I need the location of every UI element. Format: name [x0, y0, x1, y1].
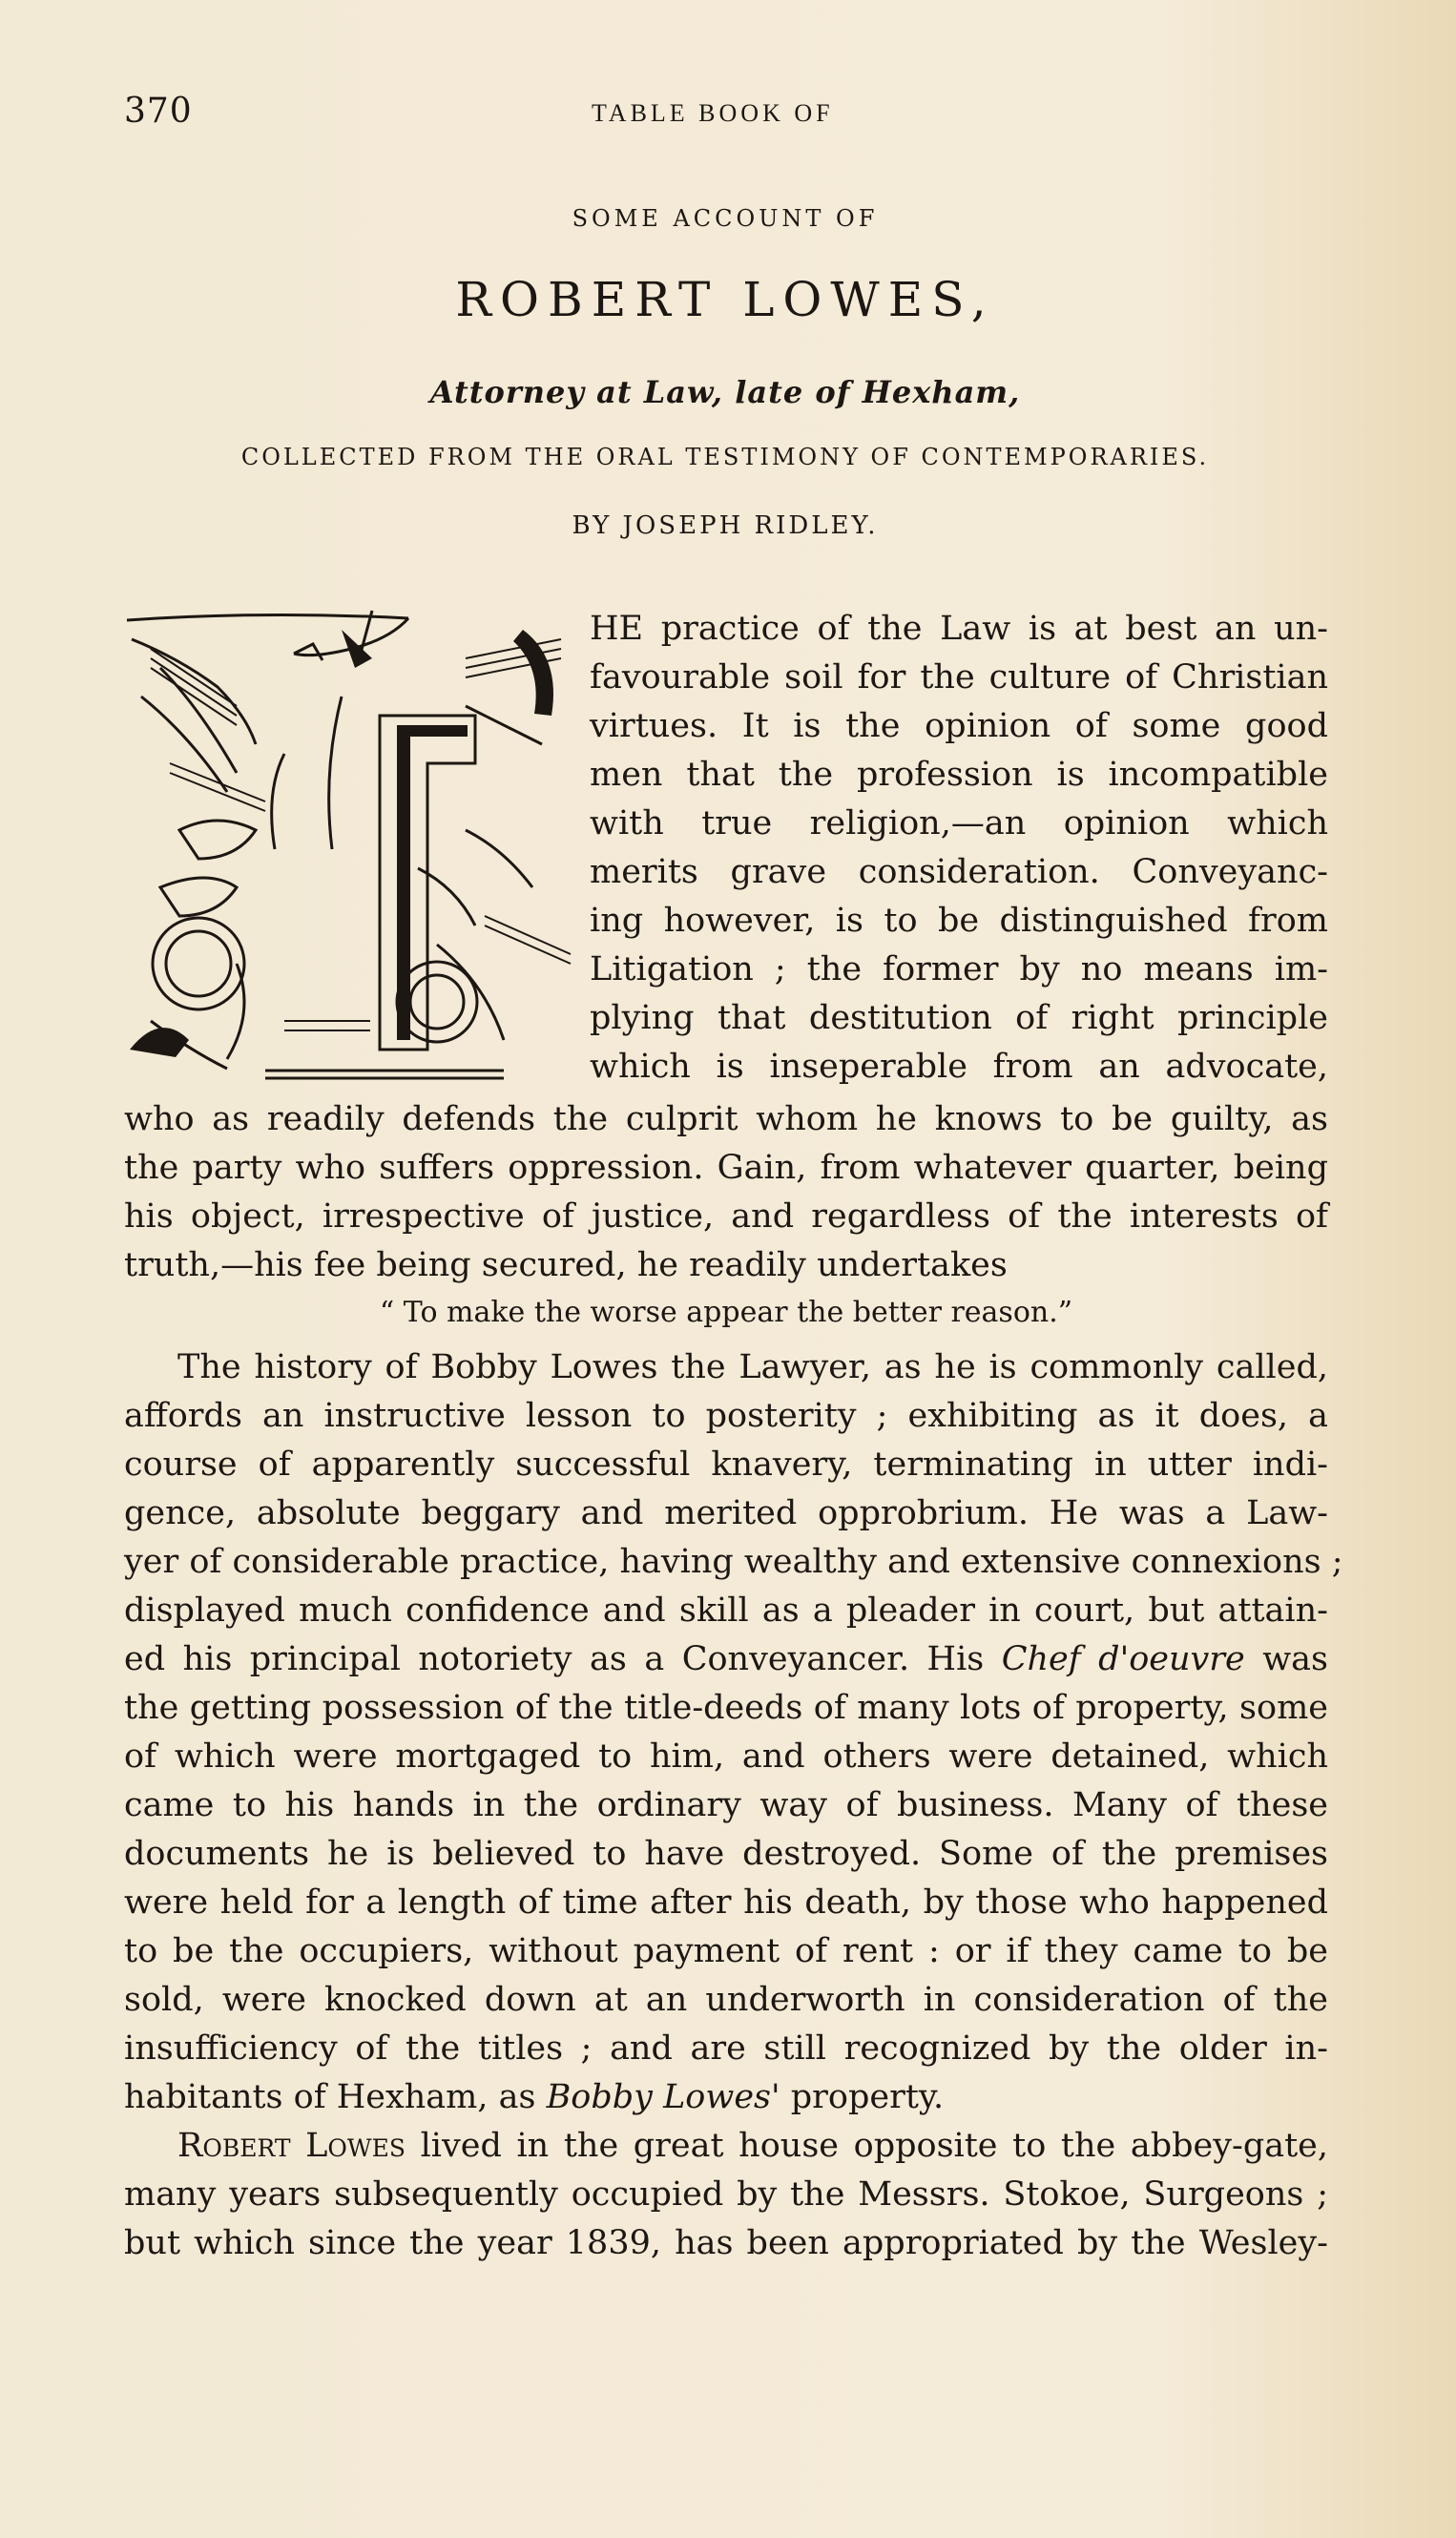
- italic-phrase: Chef d'oeuvre: [1001, 1640, 1245, 1678]
- text-line: virtues. It is the opinion of some good: [590, 707, 1328, 745]
- text-line: [124, 2073, 1328, 2122]
- paragraph-3: [124, 2122, 1328, 2268]
- small-caps-name: Lowes: [305, 2127, 406, 2165]
- title-name: ROBERT LOWES,: [455, 272, 995, 327]
- text-fragment: habitants of Hexham, as: [124, 2078, 547, 2116]
- text-line: [124, 1635, 1328, 1684]
- text-line: to be the occupiers, without payment of rent : or if they came to be: [124, 1932, 1328, 1970]
- text-line: men that the profession is incompatible: [590, 756, 1328, 794]
- title-byline: BY JOSEPH RIDLEY.: [572, 511, 879, 540]
- text-line: his object, irrespective of justice, and regardless of the interests of: [124, 1197, 1328, 1236]
- text-line: HE practice of the Law is at best an un-: [590, 610, 1328, 648]
- paragraph-1-beside-initial: [590, 605, 1328, 1092]
- text-line: insufficiency of the titles ; and are still recognized by the older in-: [124, 2029, 1328, 2068]
- text-line: the party who suffers oppression. Gain, from whatever quarter, being: [124, 1149, 1328, 1187]
- text-line: but which since the year 1839, has been appropriated by the Wesley-: [124, 2224, 1328, 2262]
- text-line: who as readily defends the culprit whom he knows to be guilty, as: [124, 1100, 1328, 1138]
- text-line: with true religion,—an opinion which: [590, 804, 1328, 843]
- text-line: [124, 2122, 1328, 2171]
- text-line: sold, were knocked down at an underworth in consideration of the: [124, 1981, 1328, 2019]
- text-line: favourable soil for the culture of Christian: [590, 658, 1328, 697]
- text-line: which is inseperable from an advocate,: [590, 1048, 1328, 1086]
- text-line: plying that destitution of right principle: [590, 999, 1328, 1037]
- text-line: gence, absolute beggary and merited opprobrium. He was a Law-: [124, 1494, 1328, 1532]
- text-line: merits grave consideration. Conveyanc-: [590, 853, 1328, 891]
- italic-phrase: Bobby Lowes': [546, 2078, 780, 2116]
- text-line: displayed much confidence and skill as a pleader in court, but attain-: [124, 1591, 1328, 1630]
- text-line: The history of Bobby Lowes the Lawyer, as he is commonly called,: [177, 1348, 1328, 1386]
- running-head: TABLE BOOK OF: [592, 99, 834, 127]
- text-line: documents he is believed to have destroyed. Some of the premises: [124, 1835, 1328, 1873]
- text-fragment: lived in the great house opposite to the abbey-gate,: [405, 2127, 1328, 2165]
- page-header: [124, 92, 1326, 139]
- text-line: Litigation ; the former by no means im-: [590, 950, 1328, 988]
- text-line: truth,—his fee being secured, he readily undertakes: [124, 1246, 1008, 1284]
- small-caps-name: Robert: [177, 2127, 291, 2165]
- text-line: many years subsequently occupied by the Messrs. Stokoe, Surgeons ;: [124, 2175, 1328, 2214]
- title-collected: COLLECTED FROM THE ORAL TESTIMONY OF CONTEMPORARIES.: [240, 444, 1210, 470]
- quotation: “ To make the worse appear the better reason.”: [379, 1296, 1073, 1329]
- text-line: of which were mortgaged to him, and others were detained, which: [124, 1737, 1328, 1776]
- title-kicker: SOME ACCOUNT OF: [572, 205, 879, 232]
- text-line: came to his hands in the ordinary way of business. Many of these: [124, 1786, 1328, 1824]
- ornamental-drop-cap-icon: [122, 601, 588, 1086]
- page-number: 370: [124, 92, 193, 131]
- title-subtitle: Attorney at Law, late of Hexham,: [429, 374, 1021, 410]
- text-line: the getting possession of the title-deeds of many lots of property, some: [124, 1689, 1328, 1727]
- text-fragment: was: [1244, 1640, 1328, 1678]
- text-line: affords an instructive lesson to posterity ; exhibiting as it does, a: [124, 1397, 1328, 1435]
- text-fragment: property.: [780, 2078, 945, 2116]
- text-line: course of apparently successful knavery, terminating in utter indi-: [124, 1446, 1328, 1484]
- text-line: yer of considerable practice, having wealthy and extensive connexions ;: [124, 1543, 1343, 1581]
- text-line: ing however, is to be distinguished from: [590, 902, 1328, 940]
- paragraph-2: [124, 1343, 1343, 2122]
- text-fragment: ed his principal notoriety as a Conveyancer. His: [124, 1640, 1002, 1678]
- paragraph-1-full-width: [124, 1095, 1328, 1290]
- text-line: were held for a length of time after his death, by those who happened: [124, 1883, 1328, 1922]
